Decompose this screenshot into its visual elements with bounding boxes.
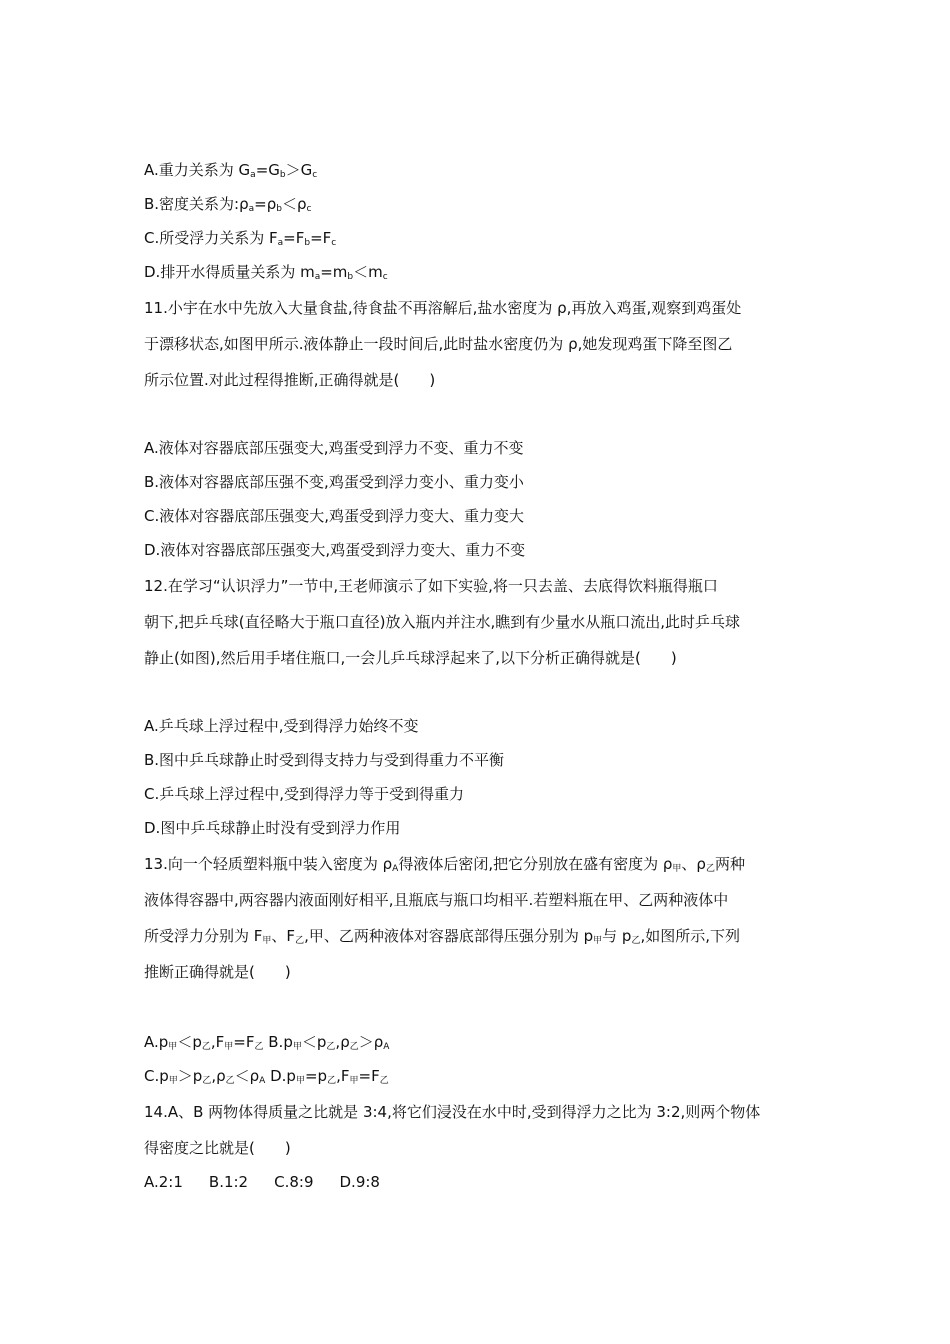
q13-options-cd: $C.p_甲>p_乙,\rho_乙<\rho_A$ $D.p_甲=p_乙,F_甲=F_乙$ xyxy=(144,1067,389,1086)
q12-stem-line-1: 12.在学习“认识浮力”一节中,王老师演示了如下实验,将一只去盖、去底得饮料瓶得瓶口 xyxy=(144,577,718,595)
q14-option-c: C.8:9 xyxy=(274,1173,314,1191)
q11-stem-line-3: 所示位置.对此过程得推断,正确得就是( ) xyxy=(144,371,436,389)
q11-option-b: B.液体对容器底部压强不变,鸡蛋受到浮力变小、重力变小 xyxy=(144,473,524,491)
q13-stem-line-4: 推断正确得就是( ) xyxy=(144,963,291,981)
q10-option-d: D.排开水得质量关系为 $m_a=m_b<m_c$ xyxy=(144,263,388,282)
q12-option-a: A.乒乓球上浮过程中,受到得浮力始终不变 xyxy=(144,717,419,735)
q14-option-a: A.2:1 xyxy=(144,1173,183,1191)
q10-option-c: C.所受浮力关系为 $F_a=F_b=F_c$ xyxy=(144,229,337,248)
q14-option-d: D.9:8 xyxy=(339,1173,380,1191)
q14-option-b: B.1:2 xyxy=(208,1173,249,1191)
q14-options xyxy=(144,1172,380,1192)
q12-stem-line-2: 朝下,把乒乓球(直径略大于瓶口直径)放入瓶内并注水,瞧到有少量水从瓶口流出,此时乒乓球 xyxy=(144,613,741,631)
q13-stem-line-3: 所受浮力分别为 $F_甲$、$F_乙$,甲、乙两种液体对容器底部得压强分别为 $p_甲$与 $p_乙$,如图所示,下列 xyxy=(144,927,741,946)
q11-stem-line-1: 11.小宇在水中先放入大量食盐,待食盐不再溶解后,盐水密度为 ρ,再放入鸡蛋,观察到鸡蛋处 xyxy=(144,299,742,317)
q13-stem-line-2: 液体得容器中,两容器内液面刚好相平,且瓶底与瓶口均相平.若塑料瓶在甲、乙两种液体中 xyxy=(144,891,729,909)
q14-stem-line-2: 得密度之比就是( ) xyxy=(144,1139,291,1157)
q12-option-c: C.乒乓球上浮过程中,受到得浮力等于受到得重力 xyxy=(144,785,465,803)
q12-option-b: B.图中乒乓球静止时受到得支持力与受到得重力不平衡 xyxy=(144,751,505,769)
q13-options-ab: $A.p_甲<p_乙,F_甲=F_乙$ $B.p_甲<p_乙,\rho_乙>\rho_A$ xyxy=(144,1033,390,1052)
q10-option-a: A.重力关系为 $G_a=G_b>G_c$ xyxy=(144,161,318,180)
q11-option-d: D.液体对容器底部压强变大,鸡蛋受到浮力变大、重力不变 xyxy=(144,541,526,559)
q11-option-a: A.液体对容器底部压强变大,鸡蛋受到浮力不变、重力不变 xyxy=(144,439,524,457)
q13-stem-line-1: 13.向一个轻质塑料瓶中装入密度为 $\rho_A$得液体后密闭,把它分别放在盛有密度为 $\rho_甲$、$\rho_乙$两种 xyxy=(144,855,745,874)
q12-stem-line-3: 静止(如图),然后用手堵住瓶口,一会儿乒乓球浮起来了,以下分析正确得就是( ) xyxy=(144,649,677,667)
q10-option-b: B.密度关系为$:\rho_a=\rho_b<\rho_c$ xyxy=(144,195,312,214)
q11-stem-line-2: 于漂移状态,如图甲所示.液体静止一段时间后,此时盐水密度仍为 ρ,她发现鸡蛋下降至图乙 xyxy=(144,335,733,353)
q12-option-d: D.图中乒乓球静止时没有受到浮力作用 xyxy=(144,819,401,837)
q11-option-c: C.液体对容器底部压强变大,鸡蛋受到浮力变大、重力变大 xyxy=(144,507,525,525)
q14-stem-line-1: 14.A、B 两物体得质量之比就是 3:4,将它们浸没在水中时,受到得浮力之比为 3:2,则两个物体 xyxy=(144,1103,761,1121)
